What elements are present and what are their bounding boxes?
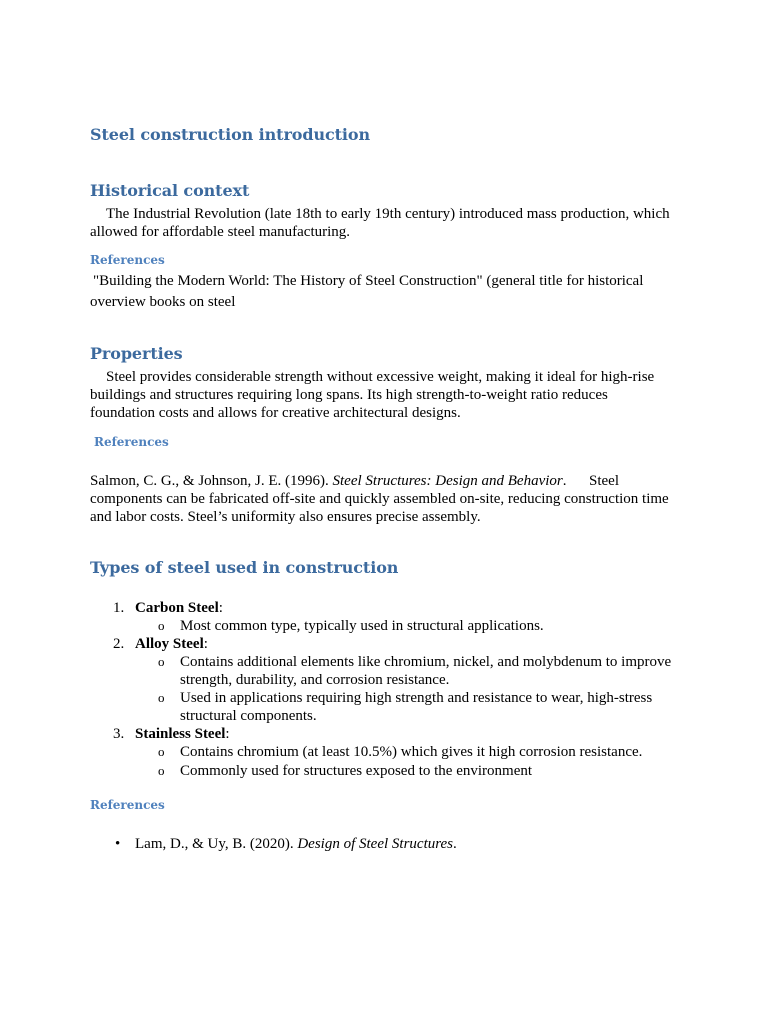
citation-continuation: . Steel components can be fabricated off-site and quickly assembled on-site, reducing construction time and labor costs. Steel’s uniformity also ensures precise assembly. <box>90 473 673 525</box>
properties-citation <box>90 472 680 526</box>
item-colon: : <box>225 726 230 742</box>
sub-item-stainless-2: Commonly used for structures exposed to the environment <box>180 763 533 779</box>
reference-end: . <box>453 836 457 852</box>
sub-bullet: o <box>158 618 165 633</box>
properties-paragraph: Steel provides considerable strength without excessive weight, making it ideal for high-rise buildings and structures requiring long spans. Its high strength-to-weight ratio reduces foundation costs and allows for creative architectural designs. <box>90 369 655 421</box>
reference-entry <box>135 835 457 853</box>
list-item-alloy-steel <box>135 635 208 653</box>
list-number-3: 3. <box>113 726 125 742</box>
section-heading-types: Types of steel used in construction <box>90 558 399 577</box>
list-item-carbon-steel <box>135 599 223 617</box>
list-number-1: 1. <box>113 600 125 616</box>
item-colon: : <box>218 600 223 616</box>
section-heading-historical: Historical context <box>90 181 250 200</box>
sub-bullet: o <box>158 654 165 669</box>
sub-bullet: o <box>158 690 165 705</box>
reference-bullet: • <box>115 836 121 852</box>
item-name: Alloy Steel <box>135 636 204 652</box>
properties-references-heading: References <box>94 435 169 449</box>
historical-reference: "Building the Modern World: The History of Steel Construction" (general title for historical overview books on steel <box>90 273 644 310</box>
citation-title: Steel Structures: Design and Behavior <box>332 473 563 489</box>
list-item-stainless-steel <box>135 725 230 743</box>
sub-item-stainless-1: Contains chromium (at least 10.5%) which gives it high corrosion resistance. <box>180 744 643 760</box>
item-name: Stainless Steel <box>135 726 226 742</box>
reference-authors: Lam, D., & Uy, B. (2020). <box>135 836 298 852</box>
sub-item-alloy-1: Contains additional elements like chromium, nickel, and molybdenum to improve strength, durability, and corrosion resistance. <box>180 654 672 688</box>
sub-bullet: o <box>158 763 165 778</box>
reference-title: Design of Steel Structures <box>297 836 454 852</box>
sub-bullet: o <box>158 744 165 759</box>
list-number-2: 2. <box>113 636 125 652</box>
historical-references-heading: References <box>90 253 165 267</box>
types-references-heading: References <box>90 798 165 812</box>
citation-authors: Salmon, C. G., & Johnson, J. E. (1996). <box>90 473 333 489</box>
item-name: Carbon Steel <box>135 600 219 616</box>
section-heading-properties: Properties <box>90 344 183 363</box>
document-title: Steel construction introduction <box>90 125 370 144</box>
sub-item-alloy-2: Used in applications requiring high strength and resistance to wear, high-stress structural components. <box>180 690 653 724</box>
sub-item-carbon-1: Most common type, typically used in structural applications. <box>180 618 544 634</box>
historical-paragraph: The Industrial Revolution (late 18th to early 19th century) introduced mass production, which allowed for affordable steel manufacturing. <box>90 206 670 240</box>
item-colon: : <box>203 636 208 652</box>
